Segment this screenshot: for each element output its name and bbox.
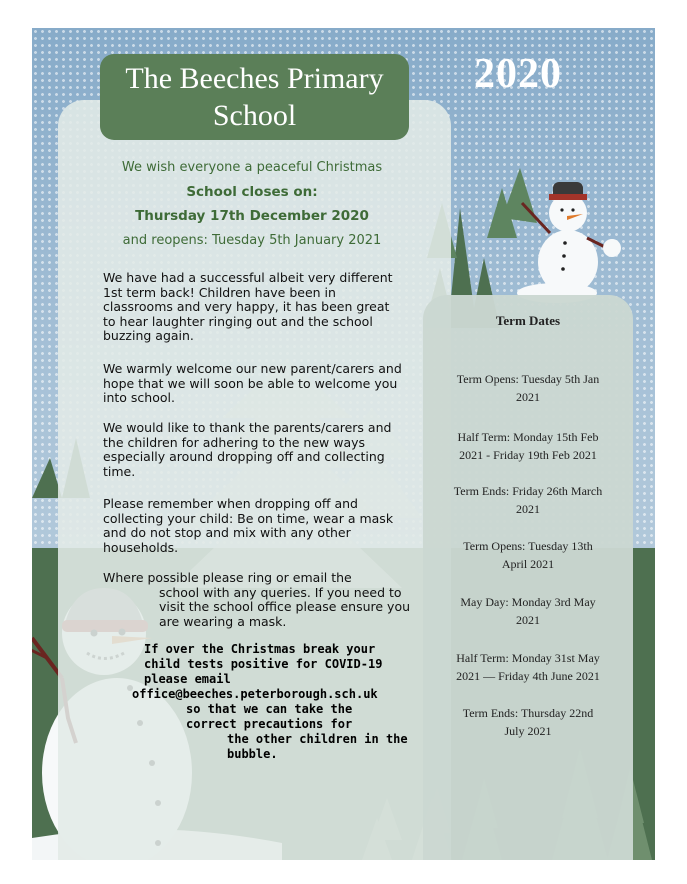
term-date-item [431,537,625,573]
covid-line: so that we can take the [186,702,353,716]
term-date-line: April 2021 [501,557,555,571]
covid-email[interactable]: office@beeches.peterborough.sch.uk [132,687,378,701]
school-title-line2: School [212,99,297,132]
year-label: 2020 [474,51,562,97]
term-date-item [431,370,625,406]
drop-off-paragraph: Please remember when dropping off and collecting your child: Be on time, wear a mask and do not stop and mix with any other households. [103,496,394,555]
covid-notice [132,642,444,762]
thanks-paragraph: We would like to thank the parents/carers and the children for adhering to the new ways especially around dropping off and collecting time. [103,420,392,479]
contact-line-rest: school with any queries. If you need to visit the school office please ensure you are wearing a mask. [159,584,411,629]
term-date-line: Term Opens: Tuesday 5th Jan [456,372,600,386]
term-date-item [431,482,625,518]
term-date-line: 2021 [516,502,540,516]
term-dates-panel [423,295,633,860]
term-date-item [431,649,625,685]
term-date-line: 2021 [516,613,540,627]
term-date-line: July 2021 [504,724,552,738]
contact-line-1: Where possible please ring or email the [103,570,352,585]
term-date-item [431,593,625,629]
term-date-line: 2021 - Friday 19th Feb 2021 [459,448,597,462]
term-date-line: Half Term: Monday 15th Feb [457,430,599,444]
covid-line: If over the Christmas break your [144,642,376,656]
christmas-wish: We wish everyone a peaceful Christmas [121,160,383,175]
term-date-line: Term Ends: Thursday 22nd [462,706,594,720]
covid-line: correct precautions for [186,717,353,731]
school-title-line1: The Beeches Primary [125,62,384,95]
term-dates-heading: Term Dates [495,313,561,328]
term-date-item [431,428,625,464]
covid-line: please email [144,672,231,686]
term-date-line: 2021 — Friday 4th June 2021 [456,669,600,683]
snowman-top-right [517,182,621,303]
term-summary-paragraph: We have had a successful albeit very different 1st term back! Children have been in classrooms and very happy, it has been great to hear laughter ringing out and the school buzzing again. [103,270,393,343]
term-date-item [431,704,625,740]
school-title [100,54,409,140]
term-date-line: 2021 [516,390,540,404]
close-date: Thursday 17th December 2020 [135,208,369,224]
covid-line: bubble. [227,747,278,761]
covid-line: the other children in the [227,732,408,746]
covid-line: child tests positive for COVID-19 [144,657,383,671]
reopen-date: and reopens: Tuesday 5th January 2021 [122,233,382,248]
term-date-line: Term Ends: Friday 26th March [453,484,603,498]
term-date-line: Term Opens: Tuesday 13th [463,539,593,553]
welcome-paragraph: We warmly welcome our new parent/carers and hope that we will soon be able to welcome you into school. [103,361,402,405]
christmas-newsletter [32,28,655,860]
term-date-line: May Day: Monday 3rd May [460,595,596,609]
closes-label: School closes on: [186,184,318,200]
contact-paragraph [103,571,423,629]
term-date-line: Half Term: Monday 31st May [456,651,600,665]
